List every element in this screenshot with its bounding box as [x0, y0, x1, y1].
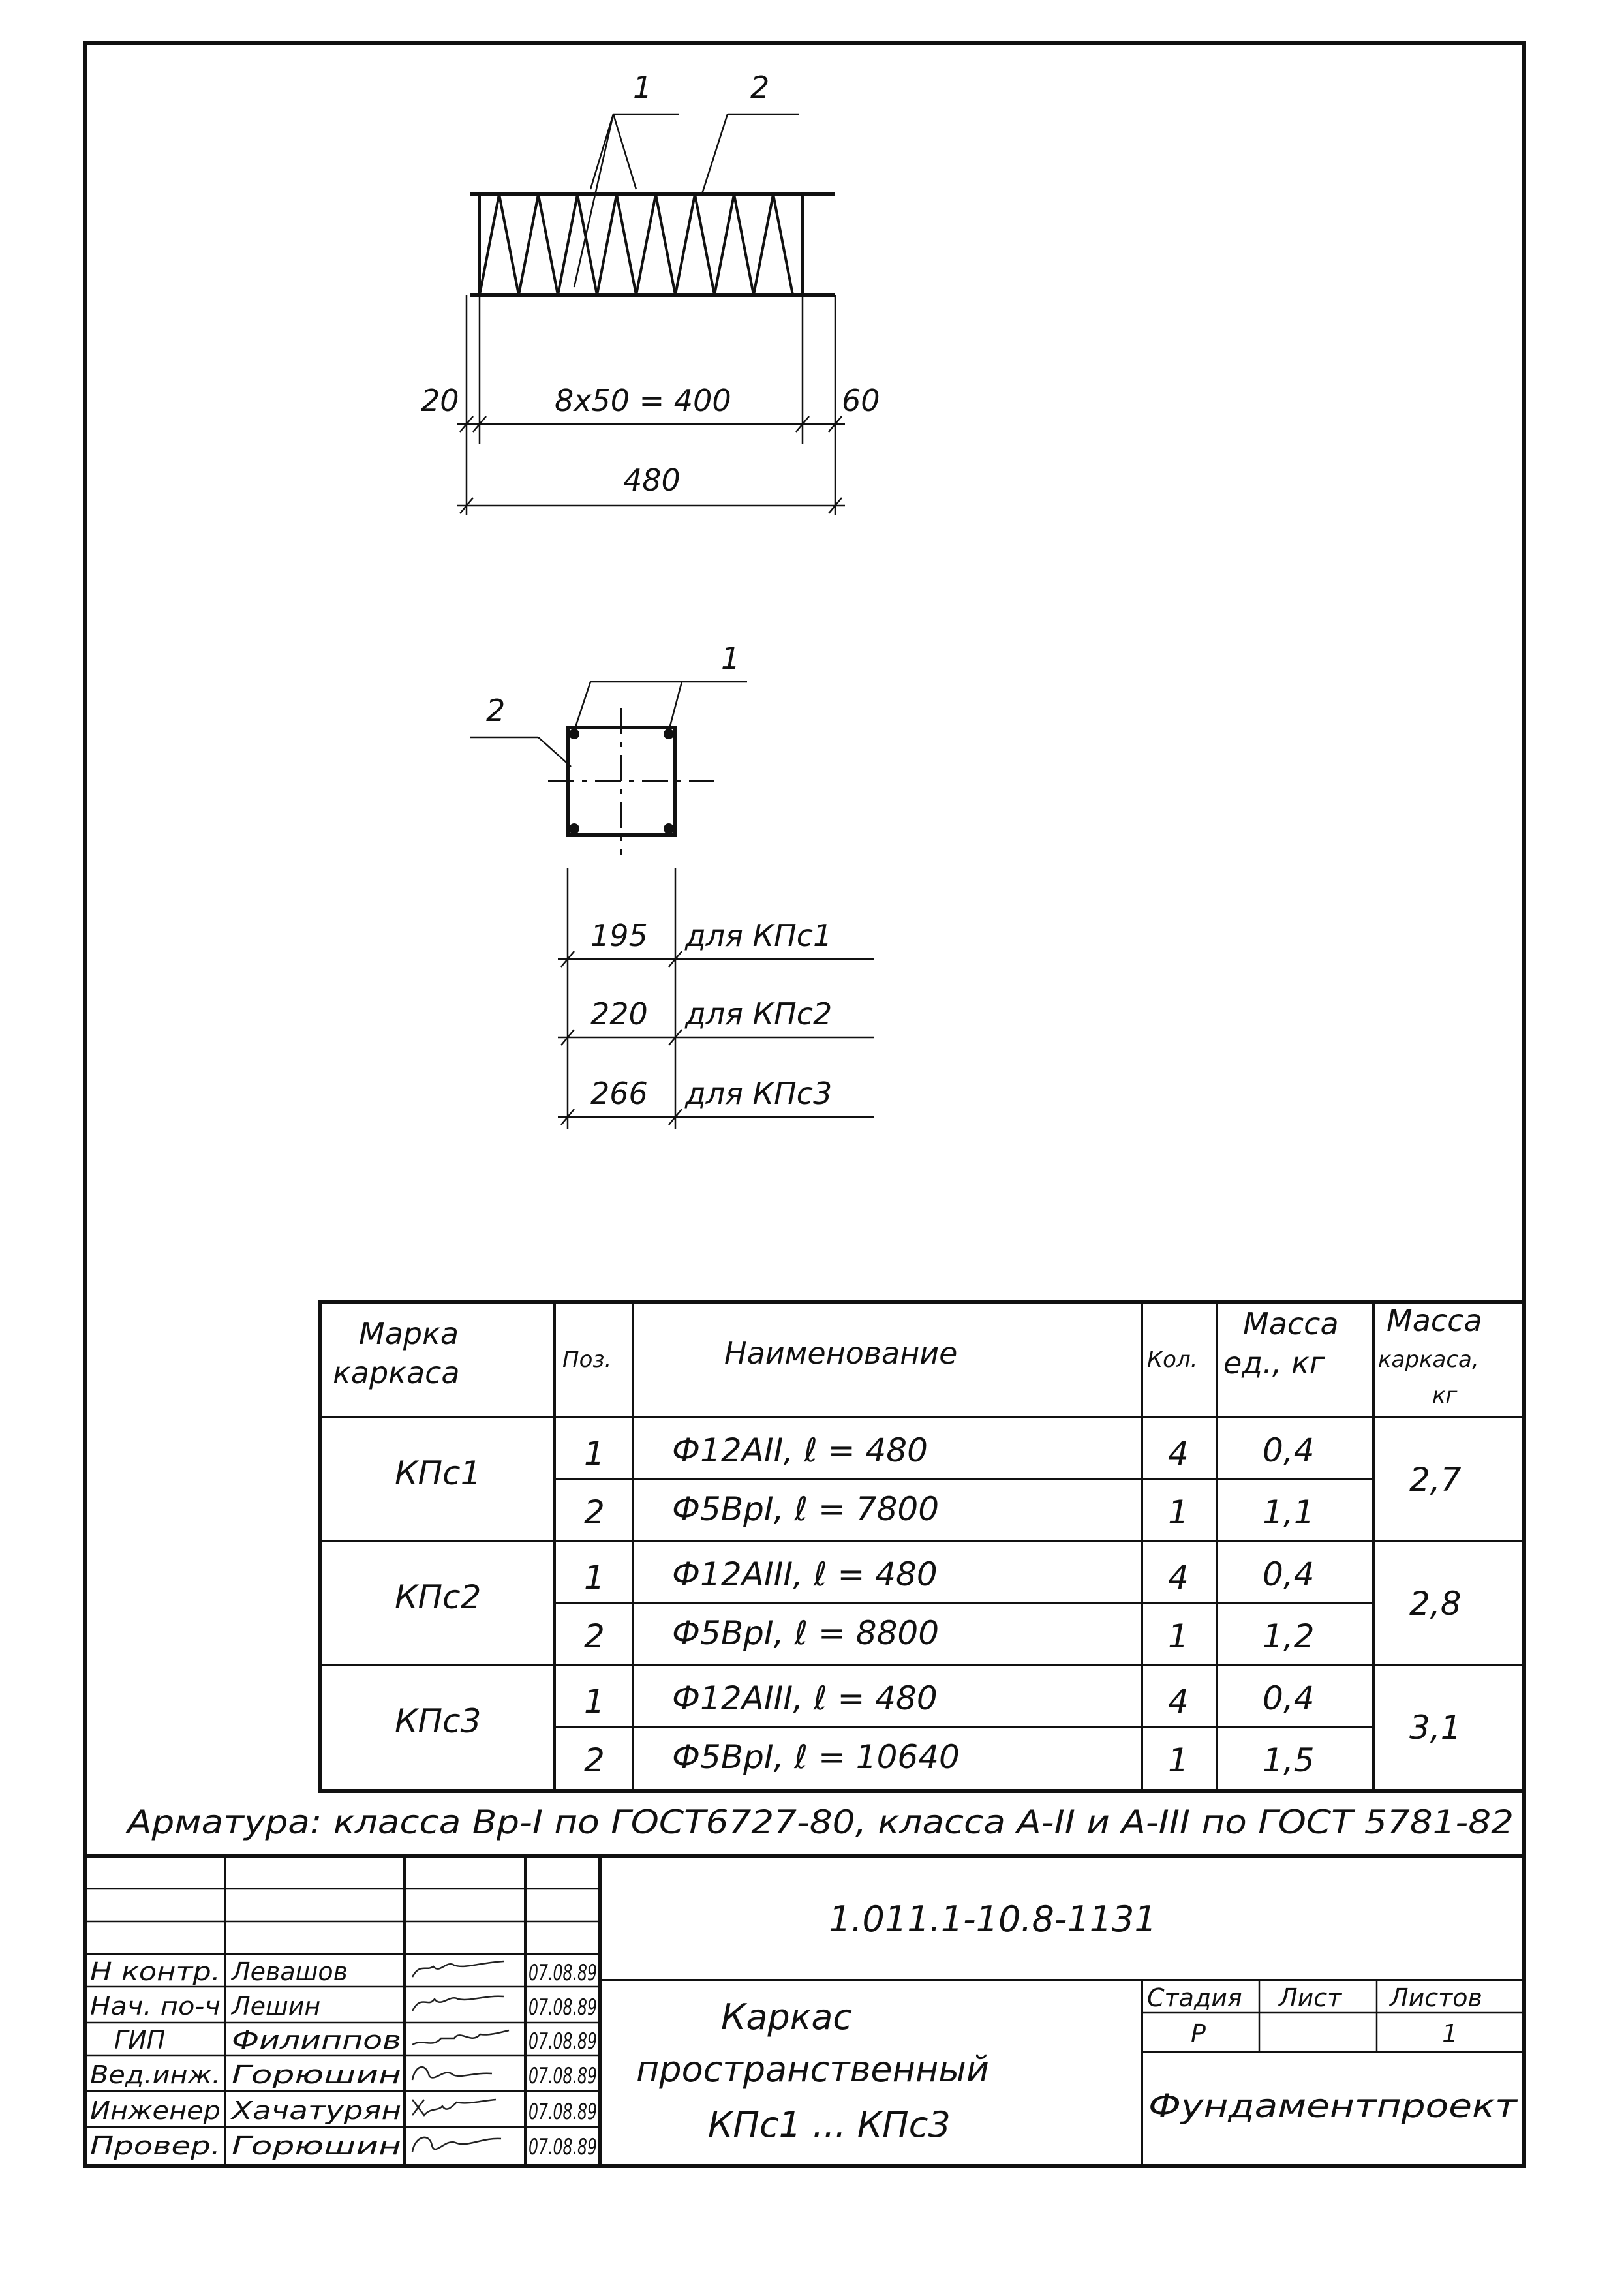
staff-1-name: Левашов — [232, 1957, 348, 1986]
header-pos: Поз. — [562, 1347, 612, 1373]
staff-1-role: Н контр. — [90, 1957, 221, 1986]
staff-3-name: Филиппов — [232, 2026, 401, 2055]
group-1-row-2-name: Ф5ВрI, ℓ = 7800 — [672, 1490, 940, 1528]
group-1-row-1-pos: 1 — [584, 1435, 605, 1473]
staff-4-date: 07.08.89 — [529, 2063, 597, 2089]
staff-6-role: Провер. — [90, 2132, 221, 2160]
staff-1-date: 07.08.89 — [529, 1960, 597, 1986]
header-qty: Кол. — [1147, 1347, 1198, 1373]
group-2-row-2-unit-mass: 1,2 — [1263, 1617, 1315, 1655]
group-1-row-1-unit-mass: 0,4 — [1263, 1431, 1315, 1469]
staff-2-role: Нач. по-ч — [90, 1992, 221, 2021]
title-line-3: КПс1 ... КПс3 — [708, 2104, 951, 2145]
signature-1 — [412, 1961, 504, 1977]
header-frame-mass-2: каркаса, — [1378, 1347, 1479, 1373]
staff-4-name: Горюшин — [232, 2060, 401, 2089]
staff-6-date: 07.08.89 — [529, 2134, 597, 2160]
frame-cross-section — [470, 641, 874, 1129]
header-mark-line-1: Марка — [359, 1316, 459, 1351]
group-3-row-2-unit-mass: 1,5 — [1263, 1741, 1315, 1779]
stage-value: Р — [1191, 2019, 1206, 2048]
callout-1-leader-c — [574, 114, 613, 287]
size-label-1: для КПс1 — [685, 918, 833, 953]
header-mark-line-2: каркаса — [333, 1355, 460, 1390]
designation: 1.011.1-10.8-1131 — [829, 1899, 1157, 1940]
group-3-row-2-pos: 2 — [584, 1741, 605, 1779]
group-3-frame-mass: 3,1 — [1409, 1709, 1462, 1747]
group-2-row-2-name: Ф5ВрI, ℓ = 8800 — [672, 1614, 940, 1652]
group-2-frame-mass: 2,8 — [1409, 1585, 1462, 1623]
signature-2 — [412, 1996, 504, 2011]
dim-right-end: 60 — [842, 383, 880, 418]
staff-5-date: 07.08.89 — [529, 2099, 597, 2125]
group-1-mark: КПс1 — [395, 1454, 482, 1492]
elevation-callout-1: 1 — [633, 70, 652, 105]
group-1-frame-mass: 2,7 — [1409, 1461, 1462, 1499]
size-value-1: 195 — [590, 918, 648, 953]
stage-label: Стадия — [1147, 1983, 1242, 2012]
signature-6 — [412, 2137, 501, 2152]
staff-2-name: Лешин — [232, 1992, 321, 2021]
section-callout-1-leader-a — [574, 682, 590, 731]
header-frame-mass-3: кг — [1432, 1383, 1458, 1409]
group-1-row-2-pos: 2 — [584, 1493, 605, 1531]
staff-6-name: Горюшин — [232, 2132, 401, 2160]
staff-4-role: Вед.инж. — [90, 2060, 221, 2089]
group-2-row-1-pos: 1 — [584, 1559, 605, 1597]
group-2-row-2-pos: 2 — [584, 1617, 605, 1655]
dim-spacing: 8x50 = 400 — [555, 383, 731, 418]
header-unit-mass-2: ед., кг — [1223, 1345, 1325, 1381]
group-2-row-2-qty: 1 — [1168, 1617, 1189, 1655]
group-2-row-1-qty: 4 — [1168, 1559, 1189, 1597]
signature-3 — [412, 2030, 509, 2045]
section-bar-bl — [569, 823, 579, 834]
section-callout-1: 1 — [721, 641, 741, 676]
group-2-row-1-name: Ф12АIII, ℓ = 480 — [672, 1555, 938, 1593]
staff-5-role: Инженер — [90, 2096, 221, 2125]
header-frame-mass-1: Масса — [1387, 1303, 1482, 1338]
group-3-row-2-qty: 1 — [1168, 1741, 1189, 1779]
group-3-row-1-name: Ф12АIII, ℓ = 480 — [672, 1679, 938, 1717]
signature-4 — [412, 2067, 492, 2080]
dim-left-end: 20 — [421, 383, 459, 418]
section-bar-br — [664, 823, 674, 834]
reinforcement-note: Арматура: класса Вр-I по ГОСТ6727-80, класса А-II и А-III по ГОСТ 5781-82 — [125, 1803, 1514, 1841]
signature-5 — [412, 2100, 496, 2115]
callout-1-leader-b — [613, 114, 636, 189]
group-1-row-1-name: Ф12АII, ℓ = 480 — [672, 1431, 928, 1469]
header-name: Наименование — [724, 1336, 958, 1371]
dim-total: 480 — [623, 463, 681, 498]
section-callout-1-leader-b — [669, 682, 682, 731]
group-2-mark: КПс2 — [395, 1578, 482, 1616]
header-unit-mass-1: Масса — [1243, 1306, 1339, 1341]
group-2-row-1-unit-mass: 0,4 — [1263, 1555, 1315, 1593]
group-3-mark: КПс3 — [395, 1702, 482, 1740]
frame-elevation-view — [421, 70, 880, 515]
group-1-row-2-unit-mass: 1,1 — [1263, 1493, 1315, 1531]
sheet-label: Лист — [1279, 1983, 1342, 2012]
group-3-row-1-qty: 4 — [1168, 1683, 1189, 1720]
size-value-2: 220 — [590, 996, 648, 1032]
staff-3-date: 07.08.89 — [529, 2028, 597, 2055]
callout-1-leader-a — [590, 114, 613, 189]
group-3-row-1-pos: 1 — [584, 1683, 605, 1720]
table-outline — [320, 1302, 1524, 1791]
title-line-2: пространственный — [636, 2049, 989, 2090]
elevation-callout-2: 2 — [750, 70, 770, 105]
spiral-bar — [480, 194, 793, 295]
specification-table — [320, 1302, 1524, 1791]
title-block — [85, 1856, 1524, 2166]
organization: Фундаментпроект — [1148, 2087, 1519, 2125]
staff-2-date: 07.08.89 — [529, 1995, 597, 2021]
group-1-row-1-qty: 4 — [1168, 1435, 1189, 1473]
section-callout-2: 2 — [486, 693, 506, 728]
size-label-2: для КПс2 — [685, 996, 833, 1032]
sheets-value: 1 — [1442, 2019, 1458, 2048]
sheets-label: Листов — [1390, 1983, 1482, 2012]
title-line-1: Каркас — [721, 1996, 853, 2038]
callout-2-leader — [701, 114, 728, 196]
staff-5-name: Хачатурян — [230, 2096, 401, 2125]
group-3-row-1-unit-mass: 0,4 — [1263, 1679, 1315, 1717]
size-value-3: 266 — [590, 1076, 648, 1111]
group-3-row-2-name: Ф5ВрI, ℓ = 10640 — [672, 1738, 960, 1776]
size-label-3: для КПс3 — [685, 1076, 833, 1111]
group-1-row-2-qty: 1 — [1168, 1493, 1189, 1531]
staff-3-role: ГИП — [114, 2026, 166, 2055]
